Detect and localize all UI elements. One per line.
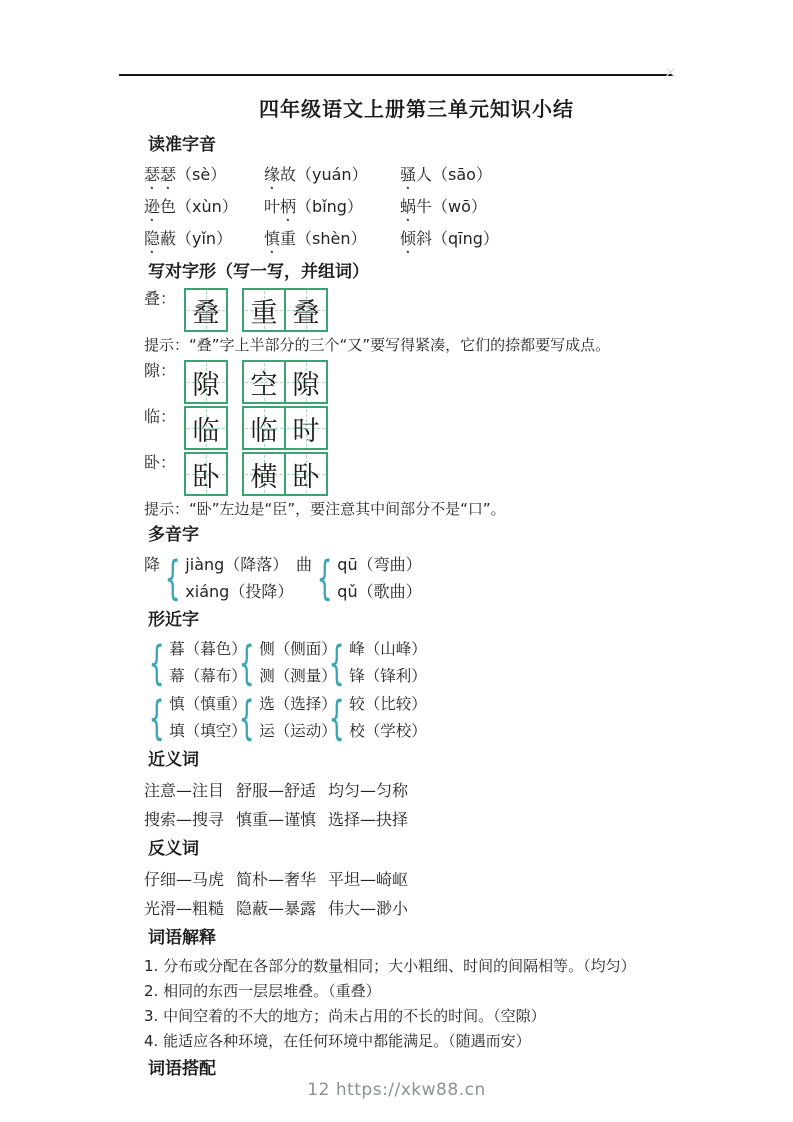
grid-character: 隙 <box>192 369 220 401</box>
xingjin-word: 运（运动） <box>259 722 337 740</box>
page-number: 12 <box>307 1080 330 1100</box>
writing-grid-box[interactable] <box>242 288 286 332</box>
explanation-item: 4. 能适应各种环境，在任何环境中都能满足。（随遇而安） <box>144 1032 531 1050</box>
grid-row-die <box>144 288 689 332</box>
xingjin-group <box>324 636 427 690</box>
section-heading-duoyin: 多音字 <box>148 525 199 545</box>
antonym-pair: 平坦—崎岖 <box>328 870 409 889</box>
grid-character: 临 <box>250 415 278 447</box>
antonym-pair: 简朴—奢华 <box>236 870 317 889</box>
duoyin-block <box>144 551 689 605</box>
writing-grid-pair <box>242 288 328 332</box>
synonym-row <box>144 805 689 834</box>
writing-grid-box[interactable] <box>184 406 228 450</box>
explanation-item: 3. 中间空着的不大的地方；尚未占用的不长的时间。（空隙） <box>144 1007 546 1025</box>
grid-row-label: 叠： <box>144 289 177 308</box>
xingjin-word: 校（学校） <box>349 722 427 740</box>
antonym-pair: 光滑—粗糙 <box>144 899 225 918</box>
footer-url[interactable]: https://xkw88.cn <box>335 1080 486 1100</box>
antonym-row <box>144 894 689 923</box>
pinyin-item: 倾斜（qīng） <box>400 229 499 248</box>
grid-character: 重 <box>250 297 278 329</box>
xingjin-word: 选（选择） <box>259 695 337 713</box>
pinyin-row <box>144 225 689 257</box>
writing-grid-box[interactable] <box>284 360 328 404</box>
page-footer <box>0 1080 793 1100</box>
xingjin-word: 慎（慎重） <box>169 695 247 713</box>
brace-icon: { <box>328 636 345 690</box>
brace-icon: { <box>238 636 255 690</box>
duoyin-character: 曲 <box>296 555 313 574</box>
antonym-pair: 伟大—渺小 <box>328 899 409 918</box>
writing-grid-box[interactable] <box>284 288 328 332</box>
xingjin-word: 较（比较） <box>349 695 427 713</box>
pinyin-item: 逊色（xùn） <box>144 197 238 216</box>
writing-grid-box[interactable] <box>184 452 228 496</box>
duoyin-group <box>296 551 422 605</box>
duoyin-reading: xiáng（投降） <box>185 582 294 601</box>
synonym-pair: 注意—注目 <box>144 781 225 800</box>
grid-character: 临 <box>192 415 220 447</box>
writing-grid-pair <box>242 360 328 404</box>
grid-row-wo <box>144 452 689 496</box>
pinyin-item: 瑟瑟（sè） <box>144 165 227 184</box>
writing-grid-box[interactable] <box>184 288 228 332</box>
brace-icon: { <box>238 691 255 745</box>
xingjin-row <box>144 636 689 690</box>
writing-tip-1: 提示：“叠”字上半部分的三个“又”要写得紧凑，它们的捺都要写成点。 <box>144 336 611 354</box>
grid-row-lin <box>144 406 689 450</box>
synonym-pair: 选择—抉择 <box>328 810 409 829</box>
section-heading-xingjin: 形近字 <box>148 610 199 630</box>
explanation-item: 2. 相同的东西一层层堆叠。（重叠） <box>144 982 381 1000</box>
xingjin-group <box>234 691 337 745</box>
grid-row-label: 临： <box>144 407 177 426</box>
xingjin-word: 侧（侧面） <box>259 640 337 658</box>
document-content <box>144 94 689 1085</box>
xingjin-word: 测（测量） <box>259 667 337 685</box>
header-rule <box>119 74 673 76</box>
synonym-pair: 搜索—搜寻 <box>144 810 225 829</box>
pinyin-item: 隐蔽（yǐn） <box>144 229 233 248</box>
brace-icon: { <box>164 551 181 605</box>
pinyin-item: 缘故（yuán） <box>264 165 368 184</box>
xingjin-word: 峰（山峰） <box>349 640 427 658</box>
grid-character: 卧 <box>292 461 320 493</box>
xingjin-word: 填（填空） <box>169 722 247 740</box>
duoyin-reading: jiàng（降落） <box>185 555 289 574</box>
grid-character: 隙 <box>292 369 320 401</box>
writing-tip-2: 提示：“卧”左边是“臣”，要注意其中间部分不是“口”。 <box>144 500 506 518</box>
brace-icon: { <box>328 691 345 745</box>
grid-row-label: 隙： <box>144 361 177 380</box>
xingjin-group <box>324 691 427 745</box>
writing-grid-pair <box>242 452 328 496</box>
pinyin-item: 叶柄（bǐng） <box>264 197 363 216</box>
section-heading-antonyms: 反义词 <box>148 839 199 859</box>
grid-character: 叠 <box>292 297 320 329</box>
grid-character: 空 <box>250 369 278 401</box>
antonym-pair: 仔细—马虎 <box>144 870 225 889</box>
synonym-pair: 均匀—匀称 <box>328 781 409 800</box>
pinyin-row <box>144 193 689 225</box>
grid-character: 卧 <box>192 461 220 493</box>
brace-icon: { <box>148 691 165 745</box>
section-heading-explanations: 词语解释 <box>148 928 216 948</box>
section-heading-synonyms: 近义词 <box>148 750 199 770</box>
pinyin-item: 骚人（sāo） <box>400 165 492 184</box>
duoyin-readings <box>185 551 293 605</box>
grid-row-xi <box>144 360 689 404</box>
xingjin-group <box>144 691 247 745</box>
pinyin-item: 蜗牛（wō） <box>400 197 487 216</box>
writing-grid-box[interactable] <box>242 452 286 496</box>
writing-grid-box[interactable] <box>242 360 286 404</box>
duoyin-group <box>144 551 296 605</box>
grid-character: 时 <box>292 415 320 447</box>
xingjin-word: 锋（锋利） <box>349 667 427 685</box>
grid-row-label: 卧： <box>144 453 177 472</box>
writing-grid-box[interactable] <box>284 452 328 496</box>
rule-end-mark: × <box>664 63 677 81</box>
xingjin-group <box>144 636 247 690</box>
pinyin-row <box>144 161 689 193</box>
brace-icon: { <box>316 551 333 605</box>
section-heading-pinyin: 读准字音 <box>148 135 216 155</box>
antonym-row <box>144 865 689 894</box>
grid-character: 叠 <box>192 297 220 329</box>
duoyin-readings <box>337 551 421 605</box>
duoyin-reading: qǔ（歌曲） <box>337 582 422 601</box>
section-heading-writing: 写对字形（写一写，并组词） <box>148 262 369 282</box>
duoyin-reading: qū（弯曲） <box>337 555 422 574</box>
synonym-pair: 舒服—舒适 <box>236 781 317 800</box>
writing-grid-box[interactable] <box>184 360 228 404</box>
page-title: 四年级语文上册第三单元知识小结 <box>259 97 574 121</box>
xingjin-row <box>144 691 689 745</box>
antonym-pair: 隐蔽—暴露 <box>236 899 317 918</box>
xingjin-word: 暮（暮色） <box>169 640 247 658</box>
pinyin-item: 慎重（shèn） <box>264 229 367 248</box>
writing-grid-box[interactable] <box>242 406 286 450</box>
synonym-pair: 慎重—谨慎 <box>236 810 317 829</box>
synonym-row <box>144 776 689 805</box>
section-heading-matching: 词语搭配 <box>148 1059 216 1079</box>
xingjin-word: 幕（幕布） <box>169 667 247 685</box>
writing-grid-pair <box>242 406 328 450</box>
grid-character: 横 <box>250 461 278 493</box>
brace-icon: { <box>148 636 165 690</box>
xingjin-group <box>234 636 337 690</box>
duoyin-character: 降 <box>144 555 161 574</box>
explanation-item: 1. 分布或分配在各部分的数量相同；大小粗细、时间的间隔相等。（均匀） <box>144 957 636 975</box>
writing-grid-box[interactable] <box>284 406 328 450</box>
